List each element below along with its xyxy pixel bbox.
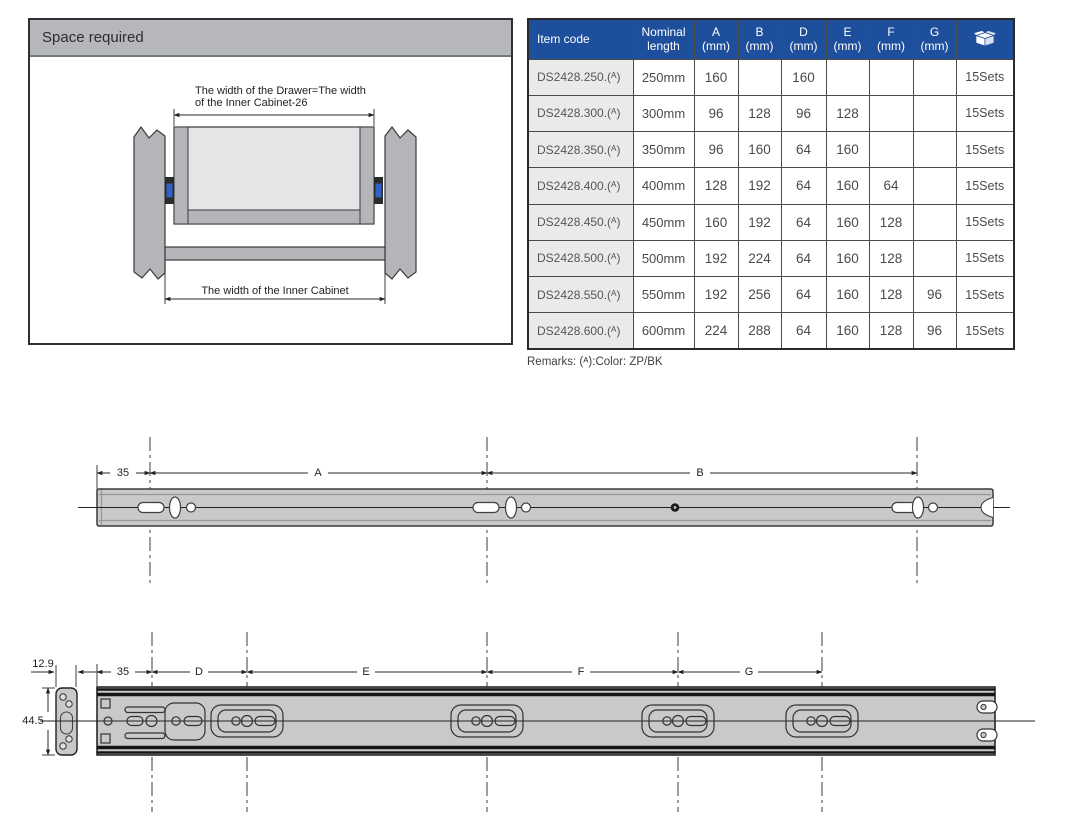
cabinet-wall-right: [385, 127, 416, 279]
cell-d: 64: [781, 313, 826, 349]
col-letter: F: [887, 24, 895, 39]
cell-item-code: DS2428.400.(ᴬ): [528, 168, 633, 204]
cell-d: 64: [781, 168, 826, 204]
dim-label-12-9: 12.9: [32, 658, 54, 670]
cell-e: 160: [826, 168, 869, 204]
cell-d: 160: [781, 59, 826, 95]
col-header-d: [781, 19, 826, 59]
dim-label-b: B: [696, 467, 704, 479]
col-header-g: [913, 19, 956, 59]
cell-packing: 15Sets: [956, 132, 1014, 168]
table-row: [528, 204, 1014, 240]
cell-b: 288: [738, 313, 781, 349]
cell-d: 64: [781, 132, 826, 168]
col-header-f: [869, 19, 913, 59]
cell-item-code: DS2428.450.(ᴬ): [528, 204, 633, 240]
cell-g: 96: [913, 277, 956, 313]
cell-b: 192: [738, 168, 781, 204]
drawer-width-label-line2: of the Inner Cabinet-26: [195, 97, 308, 109]
drawer-side-right: [360, 127, 374, 224]
col-header-e: [826, 19, 869, 59]
cell-f: [869, 95, 913, 131]
cell-b: 192: [738, 204, 781, 240]
space-required-diagram: [30, 57, 511, 341]
col-unit: (mm): [702, 39, 730, 54]
cell-g: [913, 95, 956, 131]
cell-nominal-length: 300mm: [633, 95, 694, 131]
cell-item-code: DS2428.600.(ᴬ): [528, 313, 633, 349]
cell-item-code: DS2428.550.(ᴬ): [528, 277, 633, 313]
dim-label-d: D: [195, 666, 203, 678]
table-row: [528, 240, 1014, 276]
col-letter: D: [799, 24, 808, 39]
col-unit: (mm): [833, 39, 862, 54]
cell-a: 224: [694, 313, 738, 349]
drawer-bottom: [188, 210, 360, 224]
dim-label-a: A: [314, 467, 322, 479]
cell-f: 128: [869, 277, 913, 313]
col-unit: (mm): [920, 39, 949, 54]
slide-cross-section: [56, 688, 77, 755]
table-row: [528, 95, 1014, 131]
cell-nominal-length: 500mm: [633, 240, 694, 276]
cell-f: [869, 132, 913, 168]
cell-b: 160: [738, 132, 781, 168]
cell-e: 160: [826, 313, 869, 349]
dim-label-35: 35: [116, 666, 130, 678]
cell-nominal-length: 550mm: [633, 277, 694, 313]
col-letter: E: [843, 24, 852, 39]
cell-a: 128: [694, 168, 738, 204]
slide-rail-drawing: [0, 620, 1084, 831]
cabinet-bottom-rail: [165, 247, 385, 260]
cell-nominal-length: 400mm: [633, 168, 694, 204]
panel-body: [30, 57, 511, 341]
col-header-packing: [956, 19, 1014, 59]
cell-b: 224: [738, 240, 781, 276]
cell-e: [826, 59, 869, 95]
dim-label-g: G: [744, 666, 754, 678]
cell-g: [913, 59, 956, 95]
cell-d: 64: [781, 204, 826, 240]
cell-g: [913, 132, 956, 168]
package-icon: [973, 28, 997, 47]
cell-item-code: DS2428.250.(ᴬ): [528, 59, 633, 95]
cell-packing: 15Sets: [956, 95, 1014, 131]
cell-nominal-length: 350mm: [633, 132, 694, 168]
table-header-row: [528, 19, 1014, 59]
col-letter: B: [755, 24, 764, 39]
inner-cabinet-label: The width of the Inner Cabinet: [201, 285, 349, 297]
drawer-width-label-line1: The width of the Drawer=The width: [195, 85, 366, 97]
cell-f: 128: [869, 204, 913, 240]
table-row: [528, 59, 1014, 95]
cell-f: 128: [869, 313, 913, 349]
cell-packing: 15Sets: [956, 240, 1014, 276]
table-row: [528, 132, 1014, 168]
cell-e: 160: [826, 277, 869, 313]
slide-right: [374, 177, 383, 204]
dim-label-e: E: [362, 666, 370, 678]
col-header-item-code: Item code: [528, 19, 633, 59]
space-required-panel: [28, 18, 513, 345]
cell-b: [738, 59, 781, 95]
cell-g: [913, 240, 956, 276]
cell-a: 192: [694, 240, 738, 276]
drawer-side-left: [174, 127, 188, 224]
drawer-box: [174, 127, 374, 224]
cell-a: 96: [694, 95, 738, 131]
cell-a: 96: [694, 132, 738, 168]
cell-e: 160: [826, 204, 869, 240]
col-header-nominal-length: Nominal length: [633, 19, 694, 59]
table-row: [528, 277, 1014, 313]
cell-b: 128: [738, 95, 781, 131]
col-unit: (mm): [789, 39, 818, 54]
cell-d: 96: [781, 95, 826, 131]
cell-packing: 15Sets: [956, 168, 1014, 204]
cell-nominal-length: 600mm: [633, 313, 694, 349]
cell-item-code: DS2428.350.(ᴬ): [528, 132, 633, 168]
cell-b: 256: [738, 277, 781, 313]
cell-a: 160: [694, 59, 738, 95]
col-header-a: [694, 19, 738, 59]
cell-packing: 15Sets: [956, 277, 1014, 313]
cell-nominal-length: 450mm: [633, 204, 694, 240]
cell-g: [913, 168, 956, 204]
table-row: [528, 313, 1014, 349]
dim-label-44-5: 44.5: [22, 715, 44, 727]
dim-label-f: F: [577, 666, 585, 678]
cell-g: 96: [913, 313, 956, 349]
spec-table: [527, 18, 1015, 350]
col-letter: A: [711, 24, 720, 39]
cell-a: 160: [694, 204, 738, 240]
dim-label-35: 35: [116, 467, 130, 479]
cell-f: [869, 59, 913, 95]
table-row: [528, 168, 1014, 204]
col-letter: G: [929, 24, 940, 39]
col-unit: (mm): [745, 39, 774, 54]
cabinet-wall-left: [134, 127, 165, 279]
cell-e: 128: [826, 95, 869, 131]
col-header-b: [738, 19, 781, 59]
cell-d: 64: [781, 277, 826, 313]
cell-d: 64: [781, 240, 826, 276]
cell-a: 192: [694, 277, 738, 313]
col-unit: (mm): [877, 39, 905, 54]
cell-packing: 15Sets: [956, 313, 1014, 349]
cell-e: 160: [826, 132, 869, 168]
cell-e: 160: [826, 240, 869, 276]
cell-packing: 15Sets: [956, 204, 1014, 240]
cell-packing: 15Sets: [956, 59, 1014, 95]
remarks-note: Remarks: (ᴬ):Color: ZP/BK: [527, 356, 663, 368]
cell-item-code: DS2428.300.(ᴬ): [528, 95, 633, 131]
cabinet-rail-drawing: [0, 425, 1084, 595]
cell-g: [913, 204, 956, 240]
slide-left: [165, 177, 174, 204]
panel-title: Space required: [42, 29, 144, 46]
cell-f: 64: [869, 168, 913, 204]
cell-f: 128: [869, 240, 913, 276]
panel-header: [30, 20, 511, 57]
cell-item-code: DS2428.500.(ᴬ): [528, 240, 633, 276]
cell-nominal-length: 250mm: [633, 59, 694, 95]
